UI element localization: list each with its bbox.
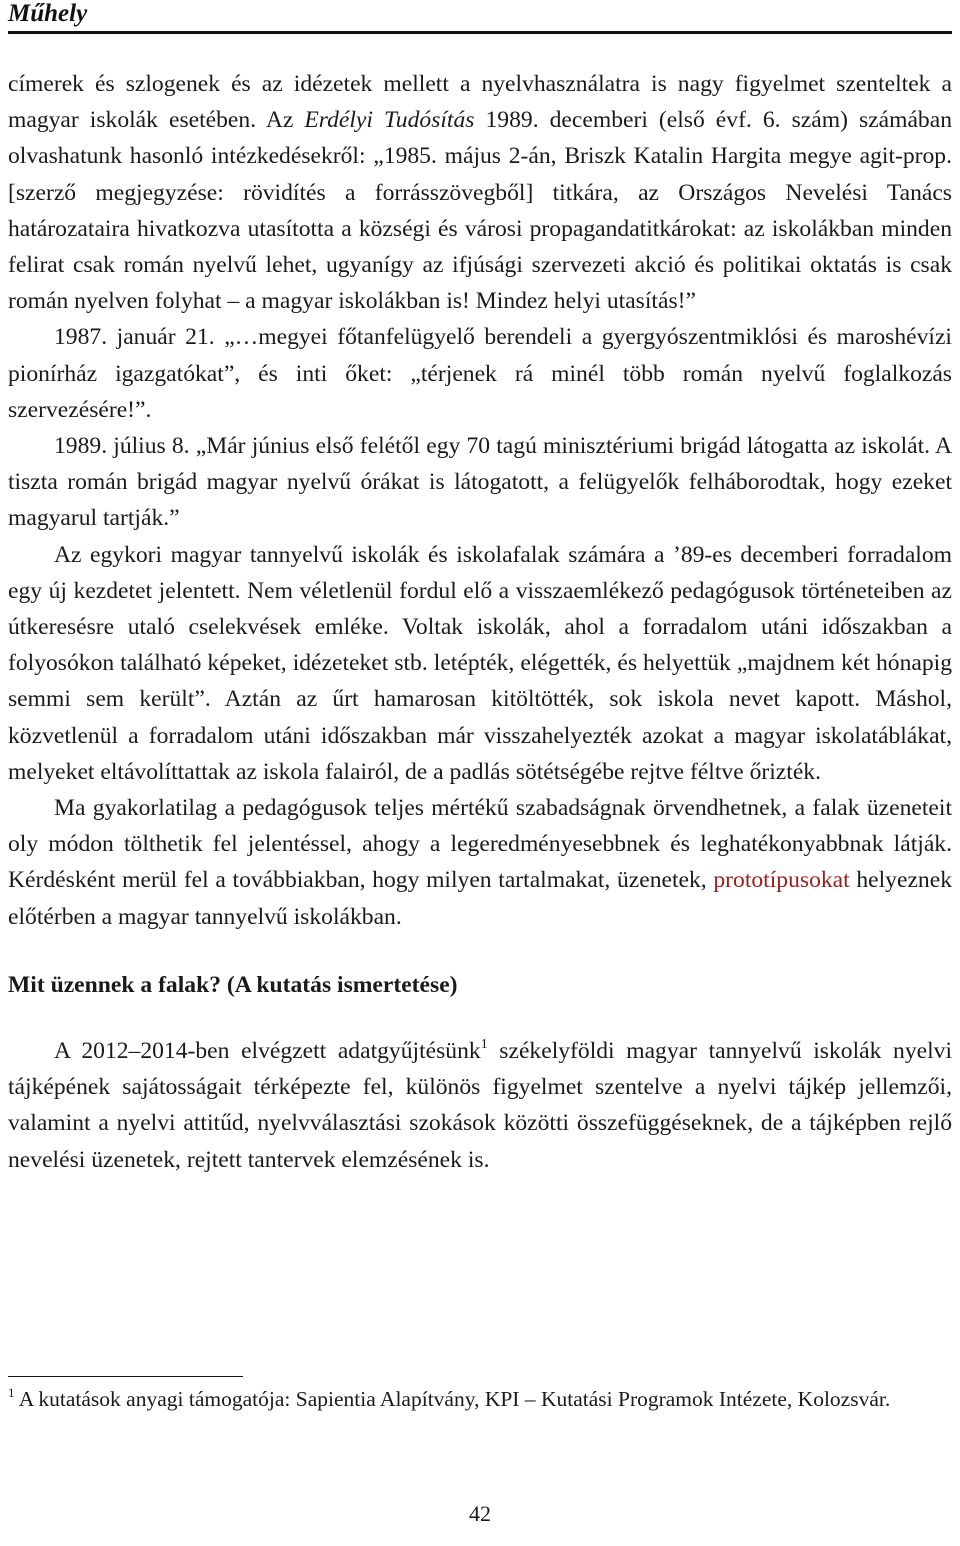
paragraph-1: címerek és szlogenek és az idézetek mellett a nyelvhasználatra is nagy figyelmet szenteltek a magyar iskolák esetében. Az Erdélyi Tudósítás 1989. decemberi (első évf. 6. szám) számában olvashatunk hasonló intézkedésekről: „1985. május 2-án, Briszk Katalin Hargita megye agit-prop. [szerző megjegyzése: rövidítés a forrásszövegből] titkára, az Országos Nevelési Tanács határozataira hivatkozva utasította a községi és városi propagandatitkárokat: az iskolákban minden felirat csak román nyelvű lehet, ugyanígy az ifjúsági szervezeti akció és politikai oktatás is csak román nyelven folyhat – a magyar iskolákban is! Mindez helyi utasítás!” xyxy=(8,71,952,315)
paragraph-5: Ma gyakorlatilag a pedagógusok teljes mértékű szabadságnak örvendhetnek, a falak üzeneteit oly módon tölthetik fel jelentéssel, ahogy a legeredményesebbnek és leghatékonyabbnak látják. Kérdésként merül fel a továbbiakban, hogy milyen tartalmakat, üzenetek, prototípusokat helyeznek előtérben a magyar tannyelvű iskolákban. xyxy=(8,795,952,930)
paragraph-4: Az egykori magyar tannyelvű iskolák és iskolafalak számára a ’89-es decemberi forradalom egy új kezdetet jelentett. Nem véletlenül fordul elő a visszaemlékező pedagógusok történeteiben az útkeresésre utaló cselekvések emléke. Voltak iskolák, ahol a forradalom utáni időszakban a folyosókon található képeket, idézeteket stb. letépték, elégették, és helyettük „majdnem két hónapig semmi sem került”. Aztán az űrt hamarosan kitöltötték, sok iskola nevet kapott. Máshol, közvetlenül a forradalom utáni időszakban már visszahelyezték azokat a magyar iskolatáblákat, melyeket eltávolíttattak az iskola falairól, de a padlás sötétségébe rejtve féltve őrizték. xyxy=(8,541,952,785)
paragraph-2: 1987. január 21. „…megyei főtanfelügyelő berendeli a gyergyószentmiklósi és maroshévízi pionírház igazgatókat”, és inti őket: „térjenek rá minél több román nyelvű foglalkozás szervezésére!”. xyxy=(8,324,952,423)
page-number: 42 xyxy=(469,1501,491,1526)
section-heading: Mit üzennek a falak? (A kutatás ismertetése) xyxy=(8,971,458,998)
footnote-text: A kutatások anyagi támogatója: Sapientia Alapítvány, KPI – Kutatási Programok Intézete, Kolozsvár. xyxy=(14,1387,891,1411)
paragraph-6: A 2012–2014-ben elvégzett adatgyűjtésünk$^1$ székelyföldi magyar tannyelvű iskolák nyelvi tájképének sajátosságait térképezte fel, különös figyelmet szentelve a nyelvi tájkép jellemzői, valamint a nyelvi attitűd, nyelvválasztási szokások közötti összefüggéseknek, de a tájképben rejlő nevelési üzenetek, rejtett tantervek elemzésének is. xyxy=(8,1037,953,1173)
header-rule xyxy=(8,31,952,34)
highlighted-term: prototípusokat xyxy=(713,867,850,894)
footnote xyxy=(8,1383,952,1416)
section-title: Műhely xyxy=(8,0,88,27)
footnote-reference[interactable]: 1 xyxy=(480,1037,488,1053)
paragraph-3: 1989. július 8. „Már június első felétől egy 70 tagú minisztériumi brigád látogatta az iskolát. A tiszta román brigád magyar nyelvű órákat is látogatott, a felügyelők felháborodtak, hogy ezeket magyarul tartják.” xyxy=(8,433,952,532)
footnote-number: 1 xyxy=(8,1385,15,1400)
running-header xyxy=(8,0,952,32)
body-text xyxy=(8,66,952,1178)
footnote-rule xyxy=(8,1376,243,1377)
publication-title: Erdélyi Tudósítás xyxy=(304,107,475,134)
